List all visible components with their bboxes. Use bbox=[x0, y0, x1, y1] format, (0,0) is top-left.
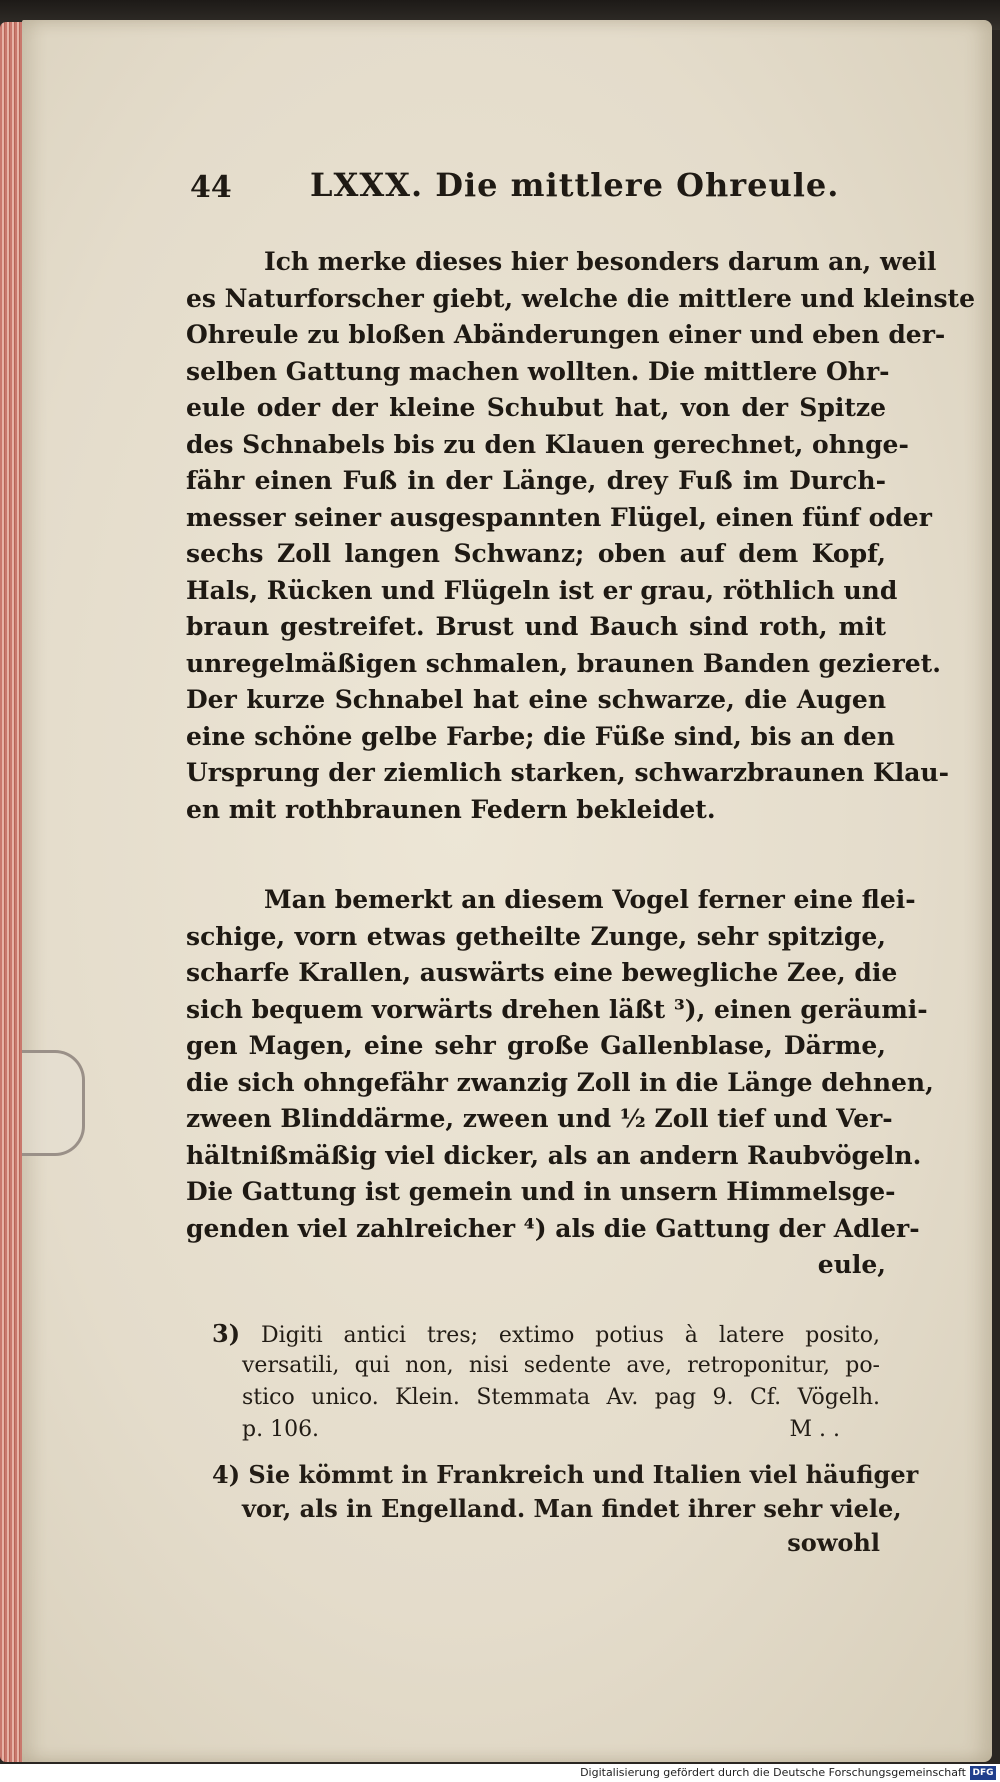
footnote-line: versatili, qui non, nisi sedente ave, retroponitur, po- bbox=[242, 1353, 880, 1378]
text-line: Die Gattung ist gemein und in unsern Himmelsge- bbox=[186, 1177, 896, 1206]
text-line: sechs Zoll langen Schwanz; oben auf dem Kopf, bbox=[186, 539, 886, 568]
catchword: sowohl bbox=[787, 1528, 880, 1557]
page-number: 44 bbox=[190, 170, 232, 205]
footnote-line: vor, als in Engelland. Man findet ihrer sehr viele, bbox=[242, 1494, 902, 1523]
text-line: hältnißmäßig viel dicker, als an andern Raubvögeln. bbox=[186, 1140, 922, 1170]
footnote-line: stico unico. Klein. Stemmata Av. pag 9. Cf. Vögelh. bbox=[242, 1385, 880, 1410]
paragraph-2 bbox=[186, 882, 934, 1284]
text-line: Hals, Rücken und Flügeln ist er grau, röthlich und bbox=[186, 575, 898, 605]
footnote-line: Digiti antici tres; extimo potius à latere posito, bbox=[260, 1323, 880, 1348]
footnote-signature: M . . bbox=[789, 1417, 840, 1442]
text-line: Ursprung der ziemlich starken, schwarzbraunen Klau- bbox=[186, 758, 949, 787]
text-line: die sich ohngefähr zwanzig Zoll in die Länge dehnen, bbox=[186, 1067, 934, 1097]
text-line: braun gestreifet. Brust und Bauch sind roth, mit bbox=[186, 612, 886, 641]
text-line: Ohreule zu bloßen Abänderungen einer und eben der- bbox=[186, 320, 946, 349]
text-line: schige, vorn etwas getheilte Zunge, sehr spitzige, bbox=[186, 921, 886, 951]
dfg-logo: DFG bbox=[970, 1766, 996, 1780]
text-line: unregelmäßigen schmalen, braunen Banden gezieret. bbox=[186, 648, 941, 678]
text-line: genden viel zahlreicher ⁴) als die Gattung der Adler- bbox=[186, 1213, 920, 1243]
footnote-marker: 3) bbox=[212, 1319, 241, 1348]
page-header bbox=[190, 166, 840, 210]
text-line: selben Gattung machen wollten. Die mittlere Ohr- bbox=[186, 356, 890, 386]
footnote-4 bbox=[212, 1458, 919, 1560]
paragraph-1 bbox=[186, 244, 976, 828]
text-line: scharfe Krallen, auswärts eine bewegliche Zee, die bbox=[186, 958, 898, 987]
text-line: eule oder der kleine Schubut hat, von der Spitze bbox=[186, 393, 886, 422]
running-title: LXXX. Die mittlere Ohreule. bbox=[310, 166, 840, 204]
text-line: sich bequem vorwärts drehen läßt ³), einen geräumi- bbox=[186, 994, 928, 1024]
text-line: messer seiner ausgespannten Flügel, einen fünf oder bbox=[186, 502, 932, 532]
text-line: eine schöne gelbe Farbe; die Füße sind, bis an den bbox=[186, 721, 895, 751]
footnote-3 bbox=[212, 1318, 880, 1446]
digitization-footer bbox=[0, 1764, 1000, 1782]
text-line: Ich merke dieses hier besonders darum an, weil bbox=[264, 247, 937, 276]
text-line: gen Magen, eine sehr große Gallenblase, Därme, bbox=[186, 1031, 886, 1060]
text-line: en mit rothbraunen Federn bekleidet. bbox=[186, 794, 716, 824]
text-line: des Schnabels bis zu den Klauen gerechnet, ohnge- bbox=[186, 429, 909, 459]
footnote-line: p. 106. bbox=[242, 1417, 320, 1442]
text-line: zween Blinddärme, zween und ½ Zoll tief und Ver- bbox=[186, 1104, 893, 1133]
footnote-marker: 4) bbox=[212, 1460, 241, 1489]
footnote-line: Sie kömmt in Frankreich und Italien viel häufiger bbox=[248, 1460, 919, 1489]
text-line: Der kurze Schnabel hat eine schwarze, die Augen bbox=[186, 685, 886, 714]
footer-text: Digitalisierung gefördert durch die Deutsche Forschungsgemeinschaft bbox=[580, 1766, 966, 1779]
text-line: es Naturforscher giebt, welche die mittlere und kleinste bbox=[186, 283, 976, 313]
footnote-line-wrap bbox=[212, 1414, 880, 1446]
bookmark-tab bbox=[22, 1050, 85, 1156]
text-line: Man bemerkt an diesem Vogel ferner eine flei- bbox=[264, 885, 916, 914]
text-line: fähr einen Fuß in der Länge, drey Fuß im Durch- bbox=[186, 466, 886, 495]
catchword: eule, bbox=[817, 1250, 886, 1279]
